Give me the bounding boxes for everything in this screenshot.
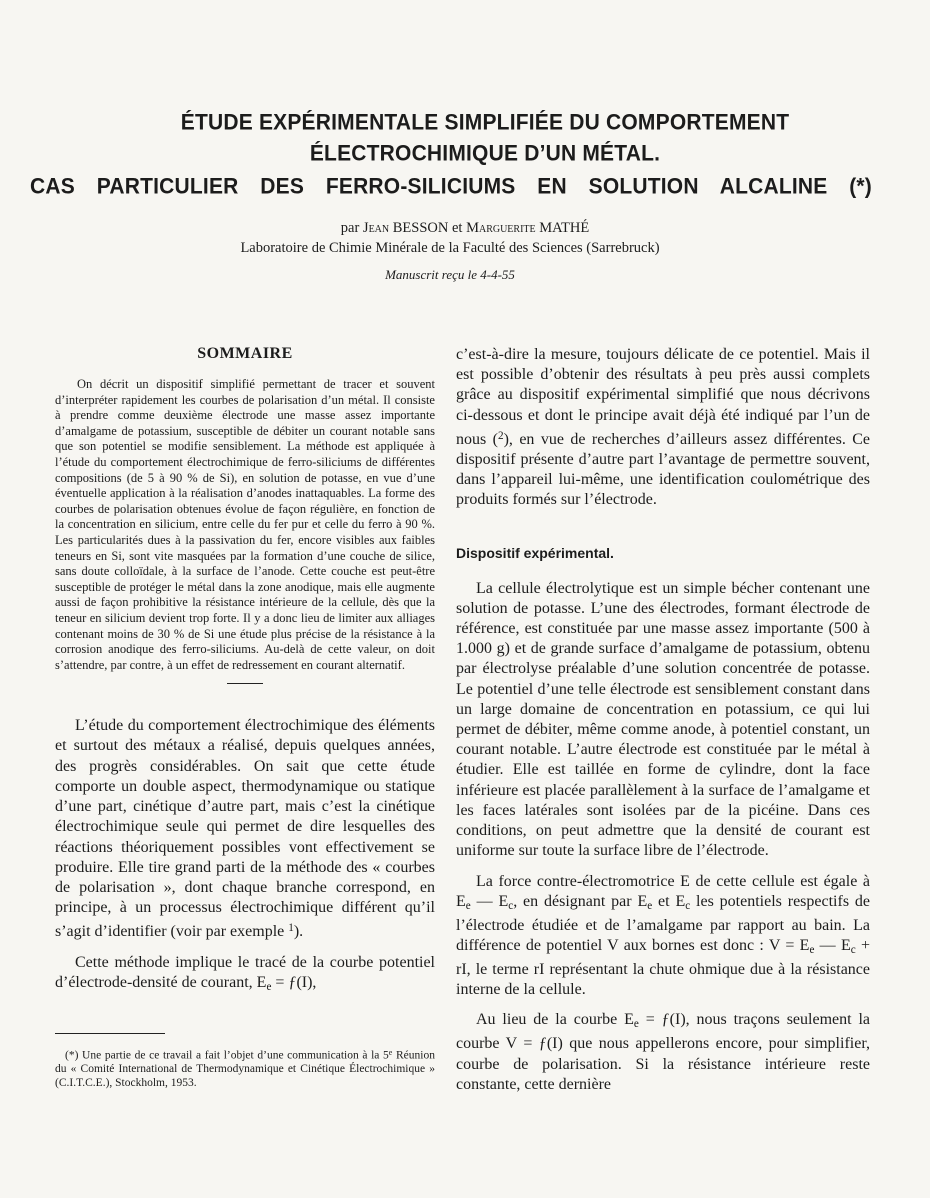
p4-s1: e: [633, 1018, 639, 1031]
intro-paragraph-2: [55, 953, 435, 997]
subheading-dispositif: Dispositif expérimental.: [456, 544, 614, 561]
p3-s5: e: [809, 943, 815, 956]
p3-s4: c: [685, 899, 691, 912]
and-word: et: [451, 220, 463, 236]
footnote-b: Réunion du « Comité International de Thermodynamique et Cinétique Électrochimique » (C.I.T.C.E.), Stockholm, 1953.: [55, 1049, 435, 1090]
title-line-3: CAS PARTICULIER DES FERRO-SILICIUMS EN SOLUTION ALCALINE (*): [30, 174, 872, 199]
author1-last: BESSON: [392, 220, 449, 236]
cont-p1-a: c’est-à-dire la mesure, toujours délicate de ce potentiel. Mais il est possible d’obtenir des résultats à peu près aussi complets grâce au dispositif expérimental simplifié que nous décrivons ci-dessous et dont le principe avait déjà été indiqué par l’un de nous (: [456, 346, 870, 448]
title-line-2: ÉLECTROCHIMIQUE D’UN MÉTAL.: [309, 141, 661, 166]
counter-emf-paragraph: [456, 872, 870, 1001]
footnote-sup: e: [388, 1047, 393, 1057]
polarisation-curve-paragraph: [456, 1010, 870, 1095]
p4-b: = ƒ(I), nous traçons seulement la courbe V = ƒ(I) que nous appellerons encore, pour simplifier, courbe de polarisation. Si la résistance intérieure reste constante, cette dernière: [456, 1011, 871, 1093]
footnote-rule: [55, 1033, 165, 1034]
section-divider: [227, 683, 263, 684]
p3-d: et E: [652, 892, 686, 910]
reference-2: 2: [497, 429, 504, 442]
p3-s2: c: [508, 899, 514, 912]
reference-1: 1: [288, 922, 294, 935]
intro-p2-sub: e: [266, 980, 272, 993]
laboratory-affiliation: Laboratoire de Chimie Minérale de la Faculté des Sciences (Sarrebruck): [240, 240, 660, 256]
sommaire-text: On décrit un dispositif simplifié permettant de tracer et souvent d’interpréter rapidement les courbes de polarisation d’un métal. Il consiste à prendre comme deuxième électrode une masse assez importante d’amalgame de potassium, susceptible de débiter un courant notable sans que son potentiel se modifie sensiblement. La méthode est appliquée à l’étude du comportement électrochimique de ferro-siliciums de différentes compositions (de 5 à 90 % de Si), en solution de potasse, en vue d’une éventuelle application à la réalisation d’anodes inattaquables. La forme des courbes de polarisation obtenues évolue de façon régulière, en fonction de la concentration en silicium, entre celle du fer pur et celle du ferro à 90 %. Les particularités dues à la passivation du fer, encore visibles aux faibles teneurs en Si, sont vite masquées par la formation d’une couche de silice, sans doute colloïdale, à la surface de l’anode. Cette couche est peut-être susceptible de protéger le métal dans la zone anodique, mais elle augmente aussi de façon prohibitive la résistance intérieure de la cellule, dès que la teneur en silicium devient trop forte. Il y a donc lieu de limiter aux alliages contenant moins de 30 % de Si une étude plus précise de la résistance à la corrosion anodique des ferro-siliciums. Au-delà de cette valeur, on doit s’attendre, par contre, à un effet de redressement en courant alternatif.: [55, 377, 435, 672]
author2-first: Marguerite: [466, 220, 536, 236]
cont-p1-b: ), en vue de recherches d’ailleurs assez différentes. Ce dispositif présente d’autre part l’avantage de permettre souvent, dans l’appareil lui-même, une identification coulométrique des produits formés sur l’électrode.: [456, 430, 871, 509]
p3-a: La force contre-électromotrice E de cette cellule est égale à E: [456, 872, 870, 910]
p3-s3: e: [647, 899, 653, 912]
intro-paragraph-1: [55, 716, 435, 942]
sommaire-heading: SOMMAIRE: [197, 345, 293, 362]
author-byline: [0, 220, 930, 237]
title-line-1: ÉTUDE EXPÉRIMENTALE SIMPLIFIÉE DU COMPORTEMENT: [180, 110, 790, 135]
p3-s6: c: [850, 943, 856, 956]
continuation-paragraph: [456, 345, 870, 511]
intro-p1-text: L’étude du comportement électrochimique des éléments et surtout des métaux a réalisé, depuis quelques années, des progrès considérables. On sait que cette étude comporte un double aspect, thermodynamique ou statique d’une part, cinétique d’autre part, mais c’est la cinétique électrochimique seule qui permet de dire lesquelles des réactions théoriquement possibles vont effectivement se produire. Elle tire grand parti de la méthode des « courbes de polarisation », dont chaque branche correspond, en principe, à un processus électrochimique différent qu’il s’agit d’identifier (voir par exemple: [55, 717, 435, 941]
footnote-a: (*) Une partie de ce travail a fait l’objet d’une communication à la 5: [65, 1049, 389, 1062]
by-word: par: [340, 220, 360, 236]
cell-description-paragraph: La cellule électrolytique est un simple bécher contenant une solution de potasse. L’une des électrodes, formant électrode de référence, est constituée par une masse assez importante (500 à 1.000 g) et de grande surface d’amalgame de potassium, obtenu par électrolyse préalable d’une solution concentrée de potasse. Le potentiel d’une telle électrode est sensiblement constant dans un large domaine de concentration en potassium, ce qui lui permet de débiter, même comme anode, à potentiel constant, un courant notable. L’autre électrode est constituée par le métal à étudier. Elle est taillée en forme de cylindre, dont la face inférieure est placée parallèlement à la surface de l’amalgame et les faces latérales sont isolées par de la picéine. Dans ces conditions, on peut admettre que la densité de courant est uniforme sur toute la surface libre de l’électrode.: [456, 579, 870, 860]
manuscript-date: Manuscrit reçu le 4-4-55: [385, 267, 515, 282]
intro-p1-end: ).: [293, 923, 304, 941]
intro-p2-a: Cette méthode implique le tracé de la courbe potentiel d’électrode-densité de courant, E: [55, 953, 435, 991]
p4-a: Au lieu de la courbe E: [476, 1011, 634, 1029]
p3-s1: e: [465, 899, 471, 912]
right-column: [456, 345, 870, 1095]
left-column: [55, 345, 435, 1090]
author2-last: MATHÉ: [539, 220, 590, 236]
p3-g: + rI, le terme rI représentant la chute ohmique due à la résistance interne de la cellule.: [456, 936, 870, 999]
author1-first: Jean: [362, 220, 390, 236]
p3-e: les potentiels respectifs de l’électrode étudiée et de l’amalgame par rapport au bain. La différence de potentiel V aux bornes est donc : V = E: [456, 892, 870, 954]
footnote: [55, 1046, 435, 1091]
p3-b: — E: [470, 892, 509, 910]
p3-c: , en désignant par E: [513, 892, 648, 910]
p3-f: — E: [814, 936, 851, 954]
intro-p2-b: = ƒ(I),: [271, 973, 317, 991]
